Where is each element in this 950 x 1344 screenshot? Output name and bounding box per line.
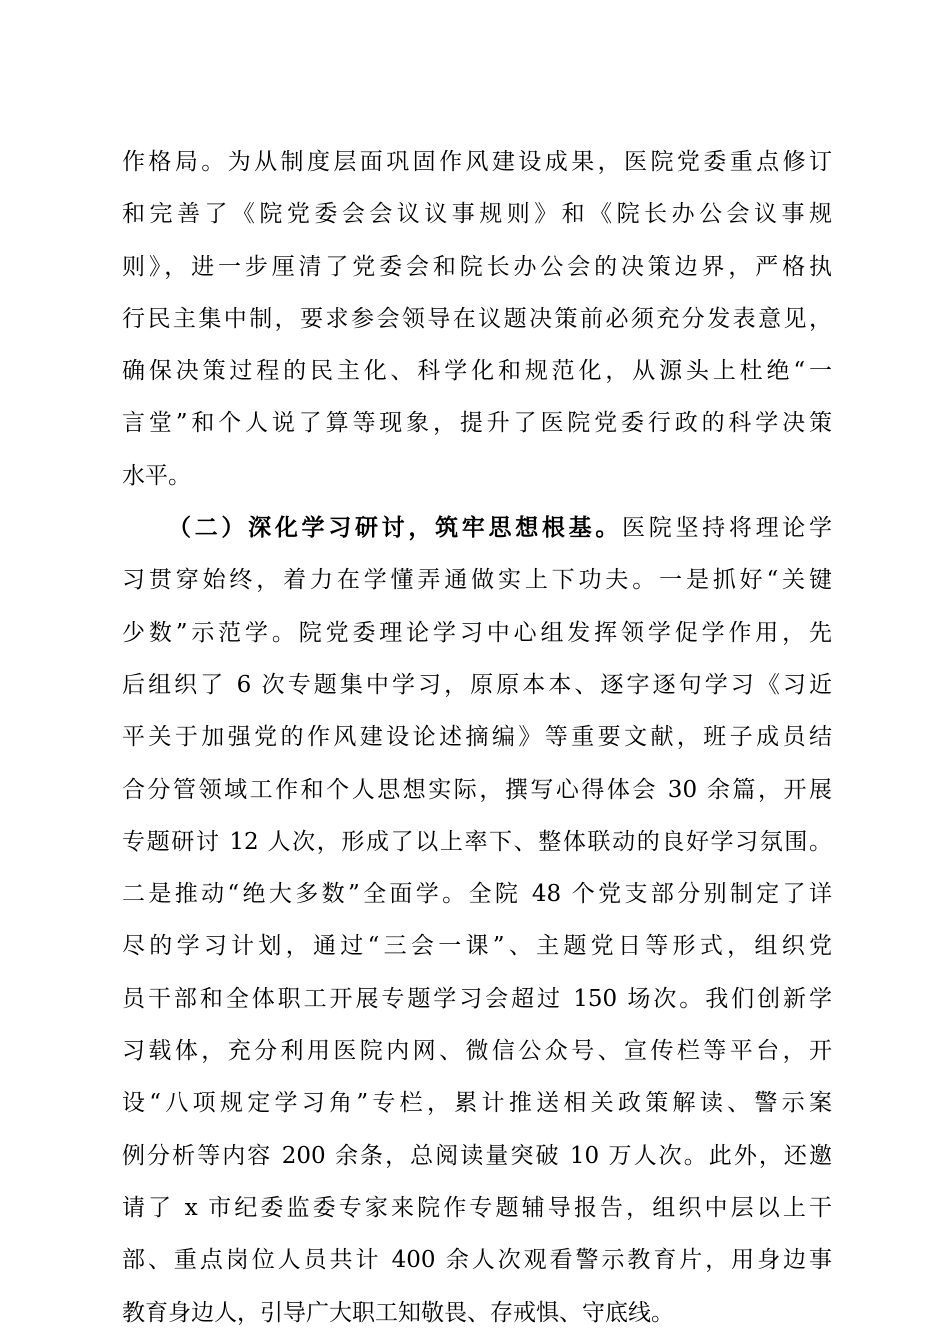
text-line: 员干部和全体职工开展专题学习会超过 150 场次。我们创新学 [122, 985, 832, 1012]
text-line: 部、重点岗位人员共计 400 余人次观看警示教育片，用身边事 [122, 1247, 832, 1274]
text-line: 专题研讨 12 人次，形成了以上率下、整体联动的良好学习氛围。 [122, 828, 832, 855]
text-line: 合分管领域工作和个人思想实际，撰写心得体会 30 余篇，开展 [122, 776, 832, 803]
text-line: 行民主集中制，要求参会领导在议题决策前必须充分发表意见， [122, 305, 832, 332]
text-line: 二是推动“绝大多数”全面学。全院 48 个党支部分别制定了详 [122, 881, 832, 908]
text-line: 习载体，充分利用医院内网、微信公众号、宣传栏等平台，开 [122, 1038, 832, 1065]
text-line: 平关于加强党的作风建设论述摘编》等重要文献，班子成员结 [122, 724, 832, 751]
section-heading: （二）深化学习研讨，筑牢思想根基。 [168, 514, 623, 542]
text-line: 和完善了《院党委会会议议事规则》和《院长办公会议事规 [122, 201, 832, 228]
body-text [122, 136, 832, 1339]
text-line: 尽的学习计划，通过“三会一课”、主题党日等形式，组织党 [122, 933, 832, 960]
paragraph-first-line [122, 502, 832, 554]
text-line: 例分析等内容 200 余条，总阅读量突破 10 万人次。此外，还邀 [122, 1142, 832, 1169]
text-line: 言堂”和个人说了算等现象，提升了医院党委行政的科学决策 [122, 410, 832, 437]
text-line: 确保决策过程的民主化、科学化和规范化，从源头上杜绝“一 [122, 358, 832, 385]
text-line: 少数”示范学。院党委理论学习中心组发挥领学促学作用，先 [122, 619, 832, 646]
text-line: 请了 x 市纪委监委专家来院作专题辅导报告，组织中层以上干 [122, 1194, 832, 1221]
text-line: 则》，进一步厘清了党委会和院长办公会的决策边界，严格执 [122, 253, 832, 280]
paragraph-1 [122, 136, 832, 502]
text-run: 医院坚持将理论学 [622, 515, 832, 542]
text-line: 后组织了 6 次专题集中学习，原原本本、逐字逐句学习《习近 [122, 671, 832, 698]
text-line: 教育身边人，引导广大职工知敬畏、存戒惧、守底线。 [122, 1299, 674, 1326]
text-line: 习贯穿始终，着力在学懂弄通做实上下功夫。一是抓好“关键 [122, 567, 832, 594]
paragraph-2 [122, 502, 832, 1339]
text-line: 水平。 [122, 462, 191, 489]
text-line: 设“八项规定学习角”专栏，累计推送相关政策解读、警示案 [122, 1090, 832, 1117]
text-line: 作格局。为从制度层面巩固作风建设成果，医院党委重点修订 [122, 149, 832, 175]
